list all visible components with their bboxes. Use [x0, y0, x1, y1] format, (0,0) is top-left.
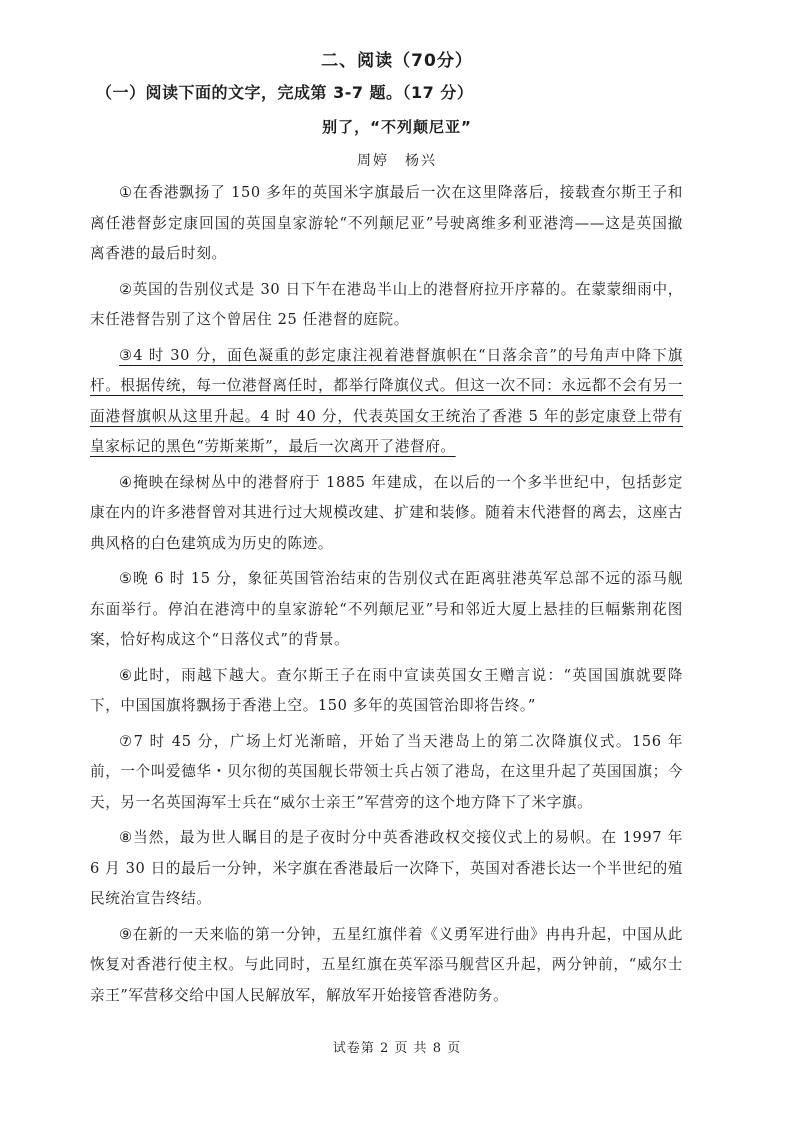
- paragraph-text: 当然，最为世人瞩目的是子夜时分中英香港政权交接仪式上的易帜。在 1997 年 6 月 30 日的最后一分钟，米字旗在香港最后一次降下，英国对香港长达一个半世纪的殖民统治宣告终结。: [90, 829, 683, 907]
- paragraph-text: 掩映在绿树丛中的港督府于 1885 年建成，在以后的一个多半世纪中，包括彭定康在内的许多港督曾对其进行过大规模改建、扩建和装修。随着末代港督的离去，这座古典风格的白色建筑成为历史的陈迹。: [90, 473, 683, 552]
- paragraph-8: [90, 823, 683, 915]
- paragraph-number: ①: [119, 184, 133, 201]
- paragraph-text: 在香港飘扬了 150 多年的英国米字旗最后一次在这里降落后，接载查尔斯王子和离任港督彭定康回国的英国皇家游轮“不列颠尼亚”号驶离维多利亚港湾——这是英国撤离香港的最后时刻。: [90, 184, 683, 262]
- paragraph-text: 7 时 45 分，广场上灯光渐暗，开始了当天港岛上的第二次降旗仪式。156 年前，一个叫爱德华・贝尔彻的英国舰长带领士兵占领了港岛，在这里升起了英国国旗；今天，另一名英国海军士兵在“威尔士亲王”军营旁的这个地方降下了米字旗。: [90, 732, 683, 811]
- paragraph-number: ⑥: [119, 666, 134, 684]
- paragraph-number: ⑧: [119, 829, 134, 846]
- page-footer: 试卷第 2 页 共 8 页: [332, 1041, 462, 1056]
- paragraph-text: 4 时 30 分，面色凝重的彭定康注视着港督旗帜在“日落余音”的号角声中降下旗杆。根据传统，每一位港督离任时，都举行降旗仪式。但这一次不同：永远都不会有另一面港督旗帜从这里升起。4 时 40 分，代表英国女王统治了香港 5 年的彭定康登上带有皇家标记的黑色“劳斯莱斯”，最后一次离开了港督府。: [90, 346, 683, 455]
- paragraph-number: ⑤: [119, 570, 134, 587]
- paragraph-text: 英国的告别仪式是 30 日下午在港岛半山上的港督府拉开序幕的。在蒙蒙细雨中，末任港督告别了这个曾居住 25 任港督的庭院。: [90, 280, 683, 328]
- paragraph-number: ⑨: [119, 925, 133, 943]
- article-authors: 周婷 杨兴: [357, 153, 437, 169]
- paragraph-number: ④: [119, 473, 134, 491]
- paragraph-text: 晚 6 时 15 分，象征英国管治结束的告别仪式在距离驻港英军总部不远的添马舰东面举行。停泊在港湾中的皇家游轮“不列颠尼亚”号和邻近大厦上悬挂的巨幅紫荆花图案，恰好构成这个“日落仪式”的背景。: [90, 570, 683, 648]
- section-title: 二、阅读（70分）: [321, 51, 473, 71]
- paragraph-5: [90, 564, 683, 656]
- paragraph-1: [90, 178, 683, 270]
- article-title: 别了，“不列颠尼亚”: [322, 118, 472, 136]
- paragraph-text: 在新的一天来临的第一分钟，五星红旗伴着《义勇军进行曲》冉冉升起，中国从此恢复对香港行使主权。与此同时，五星红旗在英军添马舰营区升起，两分钟前，“威尔士亲王”军营移交给中国人民解放军，解放军开始接管香港防务。: [90, 925, 683, 1004]
- paragraph-7: [90, 727, 683, 819]
- paragraph-2: [90, 275, 683, 336]
- part-instructions: （一）阅读下面的文字，完成第 3-7 题。（17 分）: [96, 83, 474, 102]
- paragraph-number: ⑦: [119, 732, 134, 750]
- paragraph-4: [90, 468, 683, 560]
- paragraph-text: 此时，雨越下越大。查尔斯王子在雨中宣读英国女王赠言说：“英国国旗就要降下，中国国旗将飘扬于香港上空。150 多年的英国管治即将告终。”: [90, 666, 683, 714]
- paragraph-9: [90, 920, 683, 1012]
- paragraph-6: [90, 661, 683, 722]
- paragraph-number: ③: [119, 346, 134, 364]
- article-body: [90, 178, 683, 1016]
- paragraph-number: ②: [119, 280, 133, 298]
- paragraph-3-underlined: [90, 341, 683, 463]
